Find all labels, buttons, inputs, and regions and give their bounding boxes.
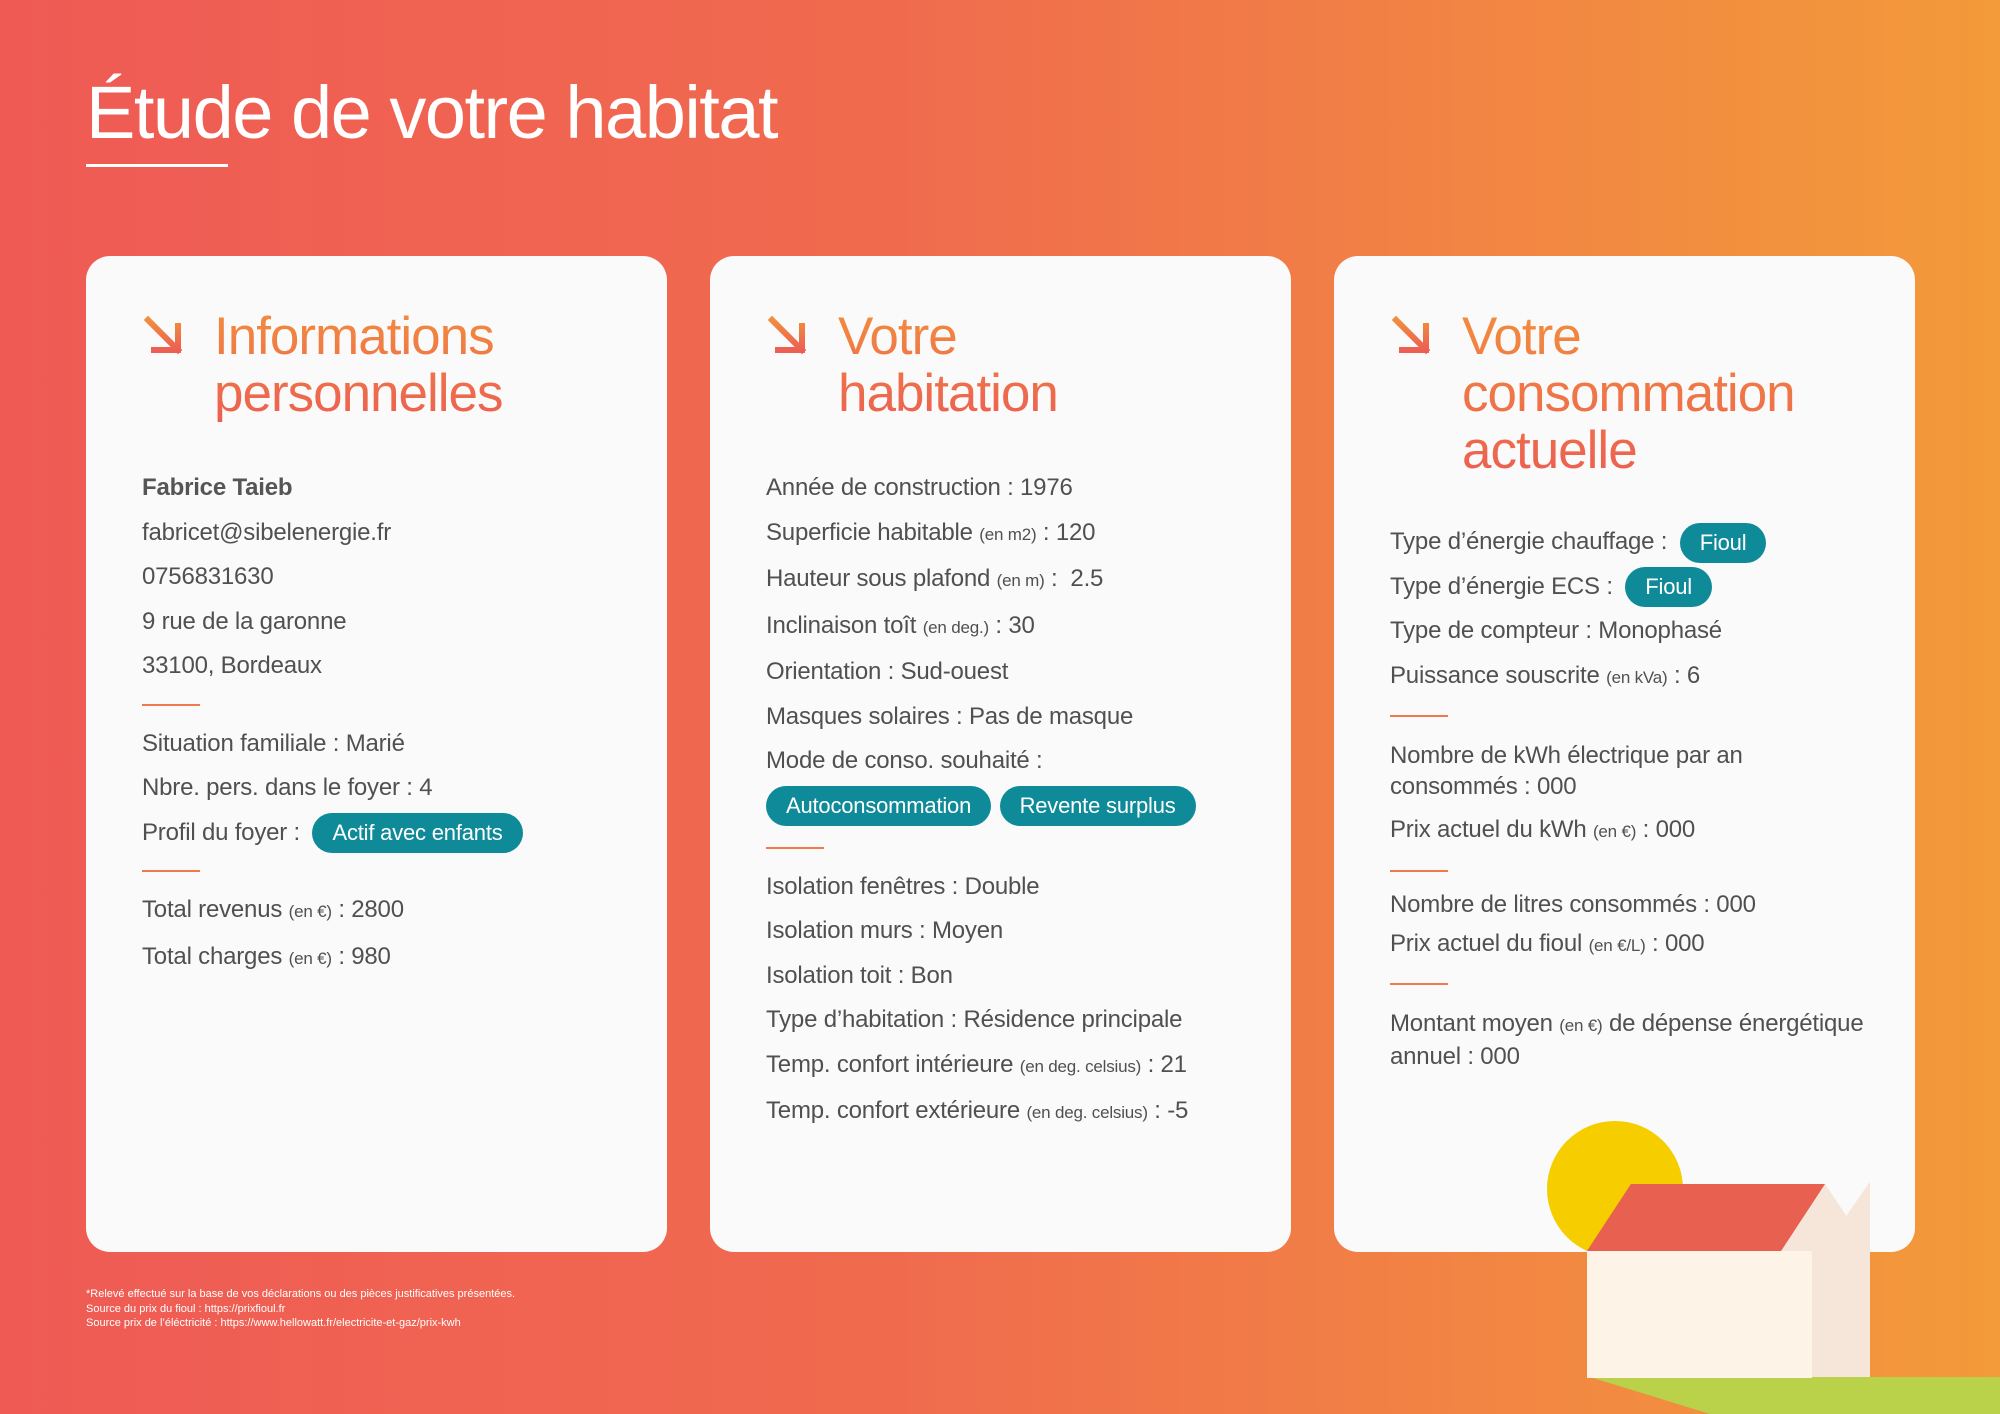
consumption-list bbox=[1390, 520, 1875, 1078]
average-spend-value: de dépense énergétique annuel : 000 bbox=[1390, 1009, 1864, 1070]
total-income bbox=[142, 888, 627, 935]
consumption-mode-badge: Revente surplus bbox=[1000, 786, 1196, 826]
card-consumption bbox=[1334, 256, 1915, 1252]
card-title-line: Informations bbox=[214, 307, 494, 366]
living-area-unit: (en m2) bbox=[979, 524, 1037, 544]
card-personal-info bbox=[86, 256, 667, 1252]
wall-insulation: Isolation murs : Moyen bbox=[766, 917, 1004, 944]
total-income-unit: (en €) bbox=[288, 902, 332, 921]
outdoor-comfort-temp bbox=[766, 1089, 1251, 1136]
subscribed-power bbox=[1390, 654, 1875, 701]
footnote bbox=[86, 1287, 515, 1331]
kwh-price-label: Prix actuel du kWh bbox=[1390, 816, 1587, 843]
solar-masks: Masques solaires : Pas de masque bbox=[766, 702, 1134, 730]
client-phone: 0756831630 bbox=[142, 563, 274, 590]
footnote-line: Source du prix du fioul : https://prixfioul.fr bbox=[86, 1302, 286, 1315]
ceiling-height bbox=[766, 557, 1251, 604]
living-area-value: : 120 bbox=[1042, 518, 1096, 546]
household-profile-label: Profil du foyer : bbox=[142, 818, 301, 846]
kwh-price bbox=[1390, 808, 1875, 855]
personal-info-list bbox=[142, 466, 627, 981]
roof-inclination-unit: (en deg.) bbox=[922, 617, 989, 637]
fuel-price-unit: (en €/L) bbox=[1588, 935, 1646, 955]
roof-inclination-value: : 30 bbox=[995, 611, 1035, 639]
roof-inclination-label: Inclinaison toît bbox=[766, 611, 917, 639]
divider bbox=[142, 870, 200, 872]
outdoor-temp-unit: (en deg. celsius) bbox=[1026, 1103, 1148, 1122]
page-title: Étude de votre habitat bbox=[86, 71, 778, 154]
kwh-price-value: : 000 bbox=[1642, 816, 1696, 843]
family-situation: Situation familiale : Marié bbox=[142, 729, 405, 757]
card-title-line: habitation bbox=[838, 364, 1058, 423]
consumption-mode-badge: Autoconsommation bbox=[766, 786, 991, 826]
meter-type: Type de compteur : Monophasé bbox=[1390, 617, 1722, 644]
indoor-temp-label: Temp. confort intérieure bbox=[766, 1050, 1014, 1078]
card-title-line: Votre bbox=[1462, 307, 1581, 366]
liters-consumed: Nombre de litres consommés : 000 bbox=[1390, 890, 1756, 918]
roof-inclination bbox=[766, 604, 1251, 651]
ecs-energy-label: Type d’énergie ECS : bbox=[1390, 572, 1613, 600]
average-spend-unit: (en €) bbox=[1559, 1015, 1603, 1035]
household-profile-badge: Actif avec enfants bbox=[312, 813, 522, 853]
average-spend-label: Montant moyen bbox=[1390, 1009, 1553, 1037]
indoor-temp-value: : 21 bbox=[1147, 1050, 1187, 1078]
house-front-wall bbox=[1587, 1251, 1812, 1378]
client-email: fabricet@sibelenergie.fr bbox=[142, 518, 392, 546]
total-charges-value: : 980 bbox=[338, 942, 391, 970]
ceiling-height-label: Hauteur sous plafond bbox=[766, 565, 991, 592]
divider bbox=[1390, 983, 1448, 985]
living-area-label: Superficie habitable bbox=[766, 518, 973, 546]
subscribed-power-value: : 6 bbox=[1673, 661, 1701, 689]
card-title-consumption bbox=[1462, 308, 1795, 479]
fuel-price-label: Prix actuel du fioul bbox=[1390, 929, 1583, 957]
household-profile bbox=[142, 811, 627, 856]
subscribed-power-unit: (en kVa) bbox=[1606, 667, 1668, 687]
heating-energy-badge: Fioul bbox=[1680, 523, 1767, 563]
client-city: 33100, Bordeaux bbox=[142, 652, 322, 679]
divider bbox=[1390, 870, 1448, 872]
total-income-value: : 2800 bbox=[338, 896, 404, 923]
divider bbox=[766, 847, 824, 849]
average-annual-spend bbox=[1390, 1001, 1875, 1078]
ecs-energy-badge: Fioul bbox=[1625, 567, 1712, 607]
card-title-line: personnelles bbox=[214, 364, 503, 423]
window-insulation: Isolation fenêtres : Double bbox=[766, 872, 1040, 900]
footnote-line: *Relevé effectué sur la base de vos déclarations ou des pièces justificatives présentées. bbox=[86, 1288, 516, 1300]
client-name: Fabrice Taieb bbox=[142, 474, 293, 501]
lawn-shape bbox=[1590, 1377, 2000, 1414]
card-title-line: actuelle bbox=[1462, 421, 1637, 480]
card-title-personal bbox=[214, 308, 503, 422]
ceiling-height-value: : 2.5 bbox=[1051, 565, 1104, 592]
housing-type: Type d’habitation : Résidence principale bbox=[766, 1006, 1183, 1033]
outdoor-temp-label: Temp. confort extérieure bbox=[766, 1097, 1020, 1124]
outdoor-temp-value: : -5 bbox=[1154, 1097, 1189, 1124]
roof-insulation: Isolation toit : Bon bbox=[766, 961, 953, 989]
consumption-mode-badges bbox=[766, 784, 1251, 832]
arrow-down-right-icon bbox=[142, 314, 186, 358]
divider bbox=[142, 704, 200, 706]
heating-energy-type bbox=[1390, 520, 1875, 565]
fuel-price-value: : 000 bbox=[1652, 929, 1705, 957]
indoor-comfort-temp bbox=[766, 1043, 1251, 1090]
ceiling-height-unit: (en m) bbox=[996, 571, 1045, 590]
household-size: Nbre. pers. dans le foyer : 4 bbox=[142, 774, 433, 801]
divider bbox=[1390, 715, 1448, 717]
indoor-temp-unit: (en deg. celsius) bbox=[1019, 1056, 1142, 1076]
arrow-down-right-icon bbox=[766, 314, 810, 358]
client-street: 9 rue de la garonne bbox=[142, 607, 347, 635]
annual-kwh: Nombre de kWh électrique par an consommés : 000 bbox=[1390, 742, 1743, 800]
footnote-line: Source prix de l’éléctricité : https://www.hellowatt.fr/electricite-et-gaz/prix-kwh bbox=[86, 1317, 461, 1329]
card-title-line: consommation bbox=[1462, 364, 1795, 423]
living-area bbox=[766, 511, 1251, 558]
total-charges-label: Total charges bbox=[142, 942, 283, 970]
construction-year: Année de construction : 1976 bbox=[766, 474, 1073, 501]
orientation: Orientation : Sud-ouest bbox=[766, 658, 1009, 685]
ecs-energy-type bbox=[1390, 565, 1875, 610]
kwh-price-unit: (en €) bbox=[1592, 822, 1637, 841]
title-underline bbox=[86, 164, 228, 167]
card-title-line: Votre bbox=[838, 307, 957, 366]
subscribed-power-label: Puissance souscrite bbox=[1390, 661, 1600, 689]
habitation-list bbox=[766, 466, 1251, 1136]
fuel-price bbox=[1390, 922, 1875, 968]
total-charges-unit: (en €) bbox=[288, 948, 332, 968]
total-charges bbox=[142, 935, 627, 982]
consumption-mode-label: Mode de conso. souhaité : bbox=[766, 747, 1043, 774]
arrow-down-right-icon bbox=[1390, 314, 1434, 358]
card-habitation bbox=[710, 256, 1291, 1252]
house-with-sun-illustration bbox=[1530, 1110, 2000, 1414]
card-title-habitation bbox=[838, 308, 1058, 422]
total-income-label: Total revenus bbox=[142, 896, 283, 923]
heating-energy-label: Type d’énergie chauffage : bbox=[1390, 528, 1668, 555]
